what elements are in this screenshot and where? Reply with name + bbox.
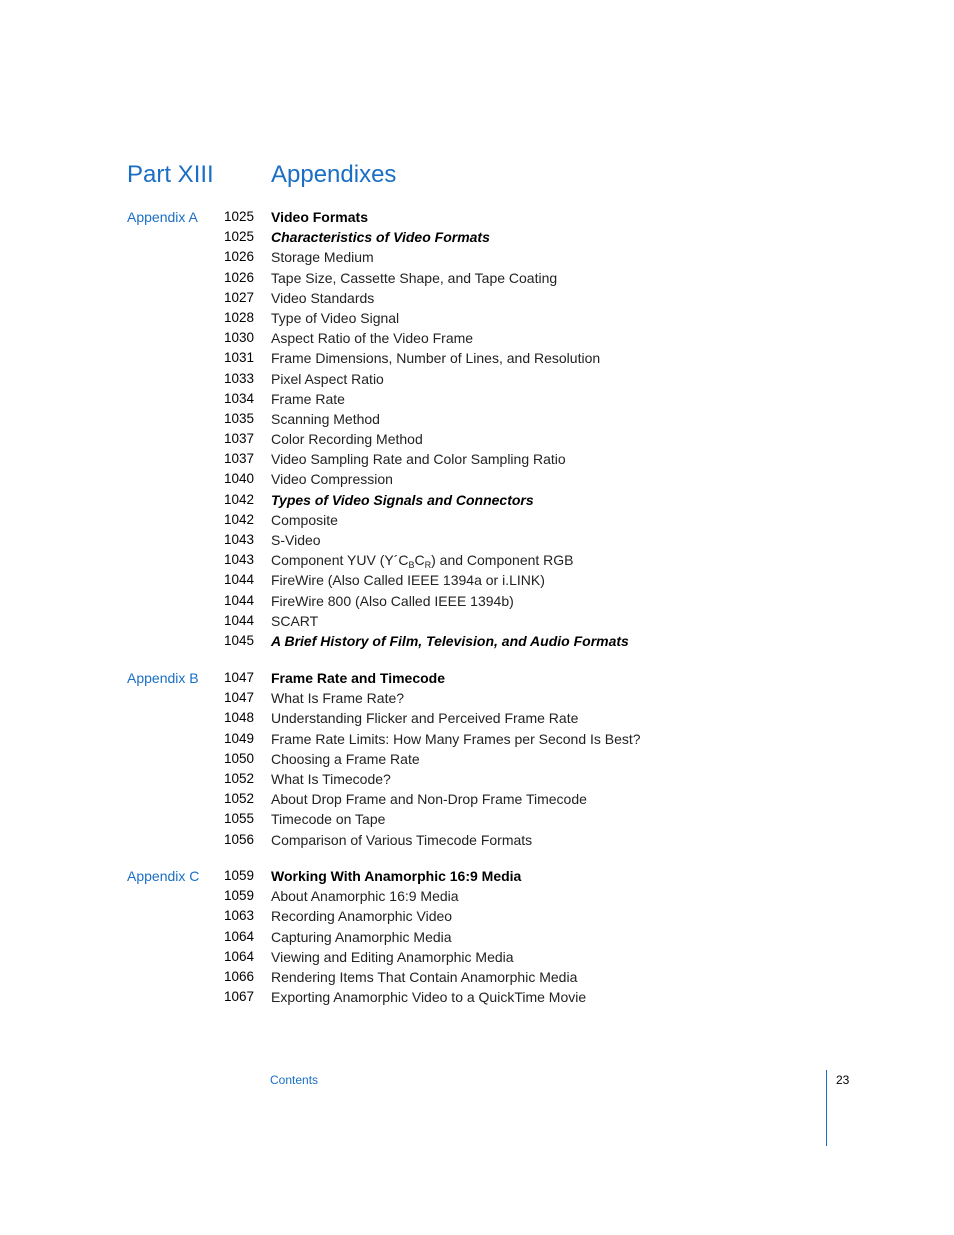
toc-entry-title: Color Recording Method [271, 431, 423, 448]
toc-entry-page: 1043 [223, 532, 254, 547]
toc-entry-title-part: B [408, 560, 415, 571]
toc-entry-title: FireWire 800 (Also Called IEEE 1394b) [271, 592, 514, 609]
toc-entry-title-part: R [424, 560, 432, 571]
toc-entry-page: 1026 [223, 269, 254, 285]
toc-entry-page: 1044 [223, 592, 254, 608]
toc-entry-title: Working With Anamorphic 16:9 Media [271, 868, 522, 884]
toc-entry-page: 1042 [223, 511, 254, 527]
toc-entry-page: 1067 [223, 989, 254, 1005]
toc-entry-title-part: ) and Component RGB [431, 552, 574, 569]
toc-entry-title: Viewing and Editing Anamorphic Media [271, 948, 514, 965]
toc-entry-page: 1044 [223, 612, 254, 628]
toc-entry[interactable] [0, 469, 954, 489]
toc-entry-title: What Is Frame Rate? [271, 690, 405, 707]
toc-entry-page: 1055 [223, 811, 254, 827]
toc-entry[interactable] [0, 591, 954, 611]
toc-entry-title: Video Compression [271, 471, 393, 488]
toc-entry[interactable] [0, 207, 954, 227]
toc-entry-page: 1056 [223, 831, 254, 847]
part-label: Part XIII [127, 161, 214, 188]
toc-entry-title: Video Standards [271, 289, 375, 306]
toc-entry-title-part: C [414, 552, 425, 569]
toc-entry[interactable] [0, 227, 954, 247]
toc-entry[interactable] [0, 288, 954, 308]
toc-entry-title: Frame Rate [271, 390, 345, 407]
toc-entry-title: About Drop Frame and Non-Drop Frame Timecode [271, 791, 587, 808]
toc-entry-page: 1025 [223, 209, 254, 224]
toc-entry-page: 1030 [223, 330, 254, 346]
toc-entry[interactable] [0, 688, 954, 708]
toc-entry[interactable] [0, 769, 954, 789]
toc-entry-page: 1037 [223, 431, 254, 447]
toc-entry-title: Tape Size, Cassette Shape, and Tape Coating [271, 269, 558, 286]
toc-entry-title: What Is Timecode? [271, 770, 391, 787]
toc-entry[interactable] [0, 886, 954, 906]
toc-entry-title: Comparison of Various Timecode Formats [271, 831, 533, 848]
toc-entry[interactable] [0, 429, 954, 449]
toc-entry-title: A Brief History of Film, Television, and Audio Formats [271, 632, 629, 649]
toc-entry[interactable] [0, 927, 954, 947]
toc-entry[interactable] [0, 708, 954, 728]
part-title: Appendixes [271, 161, 397, 188]
appendix-b-entries [0, 668, 954, 850]
toc-entry-page: 1064 [223, 948, 254, 964]
toc-entry-page: 1033 [223, 370, 254, 386]
toc-entry[interactable] [0, 668, 954, 688]
footer-page-number: 23 [836, 1073, 850, 1087]
toc-entry-title: FireWire (Also Called IEEE 1394a or i.LINK) [271, 572, 545, 589]
toc-entry-title: Pixel Aspect Ratio [271, 370, 384, 387]
toc-entry-page: 1045 [223, 632, 254, 648]
toc-entry-title: Video Sampling Rate and Color Sampling Ratio [271, 451, 566, 468]
toc-entry-page: 1025 [223, 229, 254, 245]
footer-section-label[interactable]: Contents [270, 1073, 319, 1087]
appendix-c-entries [0, 866, 954, 1007]
toc-entry-title: Aspect Ratio of the Video Frame [271, 330, 474, 347]
toc-entry[interactable] [0, 749, 954, 769]
toc-entry[interactable] [0, 611, 954, 631]
toc-entry[interactable] [0, 830, 954, 850]
toc-entry-page: 1050 [223, 750, 254, 766]
footer-divider [826, 1070, 827, 1146]
toc-entry[interactable] [0, 570, 954, 590]
toc-entry-title: Composite [271, 511, 338, 528]
toc-entry-page: 1034 [223, 390, 254, 406]
toc-entry[interactable] [0, 328, 954, 348]
toc-entry[interactable] [0, 409, 954, 429]
toc-entry[interactable] [0, 631, 954, 651]
toc-entry-page: 1047 [223, 670, 254, 685]
toc-entry[interactable] [0, 789, 954, 809]
toc-entry-page: 1047 [223, 690, 254, 706]
toc-entry-page: 1042 [223, 491, 254, 507]
toc-entry-title: Video Formats [271, 209, 368, 225]
toc-entry-title: Capturing Anamorphic Media [271, 928, 452, 945]
toc-entry-page: 1066 [223, 968, 254, 984]
toc-entry-title: Frame Rate and Timecode [271, 670, 446, 686]
appendix-label[interactable]: Appendix B [127, 670, 199, 686]
toc-entry-title: Types of Video Signals and Connectors [271, 491, 534, 508]
toc-entry-page: 1037 [223, 451, 254, 467]
toc-entry-title: Rendering Items That Contain Anamorphic Media [271, 968, 578, 985]
toc-entry[interactable] [0, 809, 954, 829]
toc-entry[interactable] [0, 348, 954, 368]
toc-entry-page: 1052 [223, 791, 254, 807]
toc-entry[interactable] [0, 389, 954, 409]
toc-entry-page: 1028 [223, 309, 254, 325]
toc-entry[interactable] [0, 369, 954, 389]
toc-entry-page: 1031 [223, 350, 254, 366]
toc-entry-title: Storage Medium [271, 249, 374, 266]
toc-entry[interactable] [0, 967, 954, 987]
toc-entry-page: 1049 [223, 730, 254, 746]
toc-entry-page: 1027 [223, 289, 254, 305]
toc-entry-title: Scanning Method [271, 410, 380, 427]
toc-entry-title-part: Component YUV (Y´C [271, 552, 409, 569]
toc-entry[interactable] [0, 906, 954, 926]
toc-entry[interactable] [0, 947, 954, 967]
toc-entry-page: 1026 [223, 249, 254, 265]
toc-entry-page: 1043 [223, 552, 254, 568]
toc-entry-page: 1059 [223, 868, 254, 883]
toc-entry[interactable] [0, 268, 954, 288]
toc-entry[interactable] [0, 987, 954, 1007]
toc-entry-page: 1064 [223, 928, 254, 944]
toc-entry-title: Choosing a Frame Rate [271, 750, 420, 767]
toc-entry-title: Recording Anamorphic Video [271, 908, 453, 925]
appendix-a-entries [0, 207, 954, 651]
appendix-label[interactable]: Appendix C [127, 868, 200, 884]
toc-entry-title: SCART [271, 612, 319, 629]
toc-entry-title: Frame Rate Limits: How Many Frames per Second Is Best? [271, 730, 641, 747]
toc-entry-page: 1044 [223, 572, 254, 588]
toc-entry[interactable] [0, 449, 954, 469]
toc-entry[interactable] [0, 490, 954, 510]
toc-entry-title: Type of Video Signal [271, 309, 400, 326]
toc-entry-title: S-Video [271, 532, 321, 548]
toc-entry-title: Frame Dimensions, Number of Lines, and Resolution [271, 350, 601, 367]
toc-entry-page: 1052 [223, 770, 254, 786]
toc-entry[interactable] [0, 308, 954, 328]
toc-entry-title: Understanding Flicker and Perceived Frame Rate [271, 710, 579, 727]
toc-entry[interactable] [0, 530, 954, 550]
toc-entry[interactable] [0, 550, 954, 570]
toc-entry[interactable] [0, 729, 954, 749]
toc-entry[interactable] [0, 866, 954, 886]
toc-entry-title: Characteristics of Video Formats [271, 229, 490, 246]
toc-entry-title: Exporting Anamorphic Video to a QuickTime Movie [271, 989, 587, 1006]
toc-entry-title [271, 550, 574, 570]
appendix-label[interactable]: Appendix A [127, 209, 198, 225]
toc-entry-title: About Anamorphic 16:9 Media [271, 888, 459, 905]
toc-entry-page: 1035 [223, 410, 254, 426]
toc-entry[interactable] [0, 510, 954, 530]
toc-entry[interactable] [0, 247, 954, 267]
toc-entry-page: 1040 [223, 471, 254, 487]
toc-entry-page: 1059 [223, 888, 254, 904]
toc-entry-title: Timecode on Tape [271, 811, 386, 828]
toc-entry-page: 1048 [223, 710, 254, 726]
toc-entry-page: 1063 [223, 908, 254, 924]
